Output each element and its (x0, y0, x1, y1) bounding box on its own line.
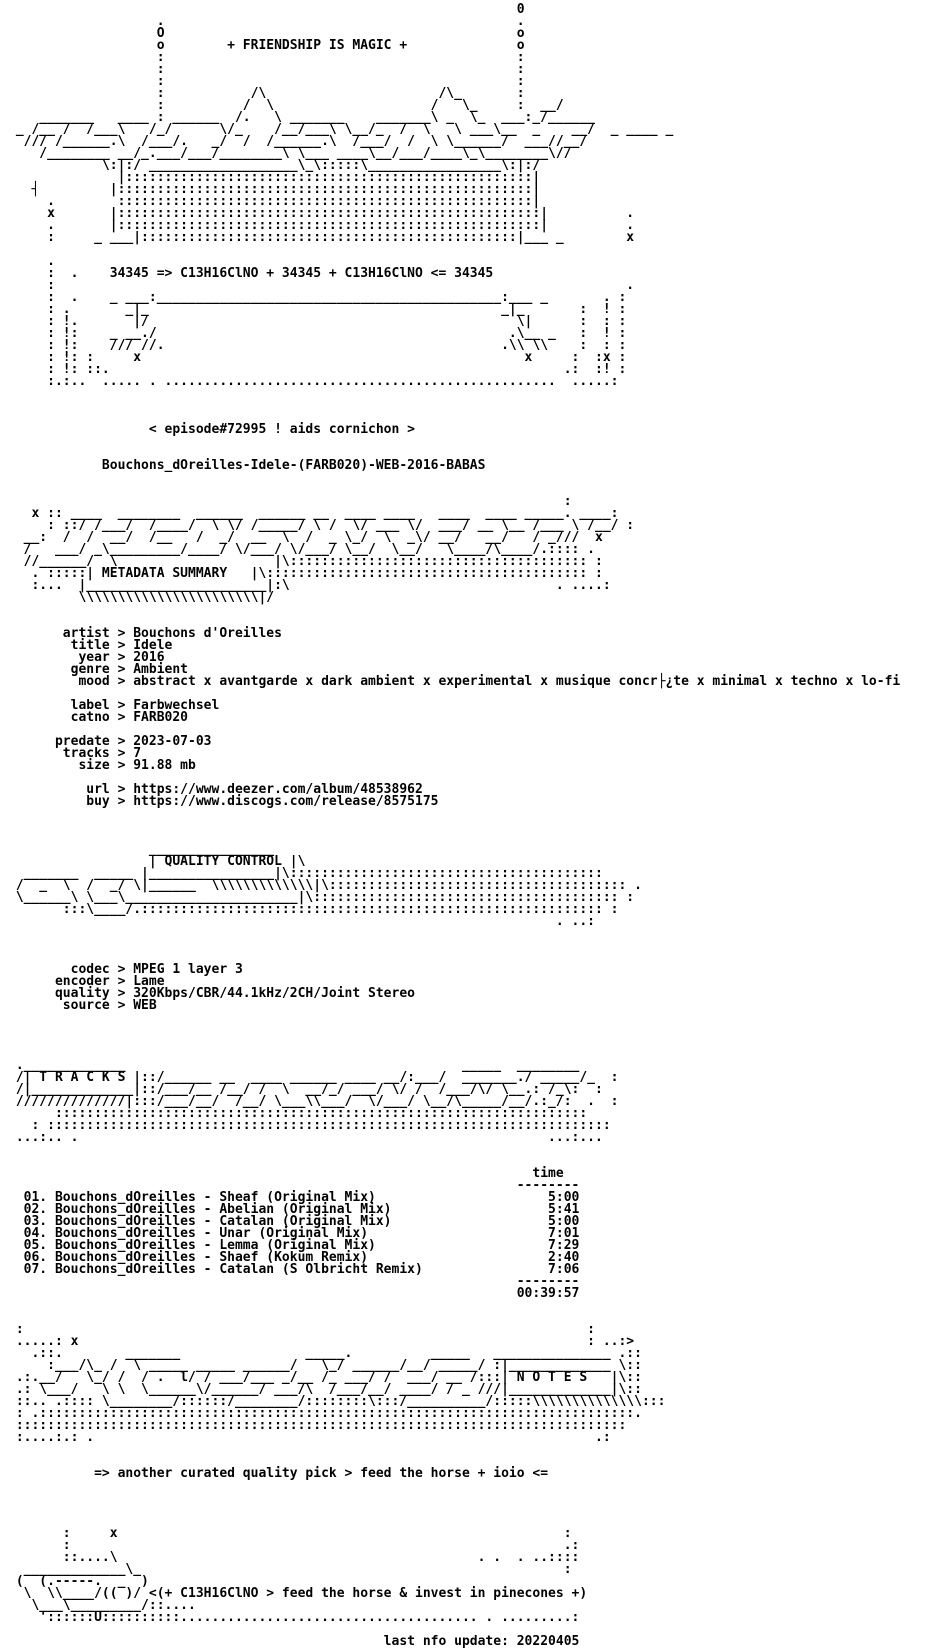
nfo-text: 0 . . O o o + FRIENDSHIP IS MAGIC + o : : : : : : : /\ /\_ : : / \ / \_ : __/ _______ ____ : ______ /. \ _______ _______\ _ \_ ___:_/______ _ /__ / /___\ /_/ \/_ /__/___\ \__/_ / \ \ ___\__ _ __/ _ ____ _ /// /______.\ /___/. _/ / /______.\ /___/ / \ \______/ ___//__/ /________ __/_.___/___/________\ \___ ____\__/___/____\_\________\// \:|:/ ___________________\_\:::::\_________________\:|:/ |::::::::::::::::::::::::::::::::::::::::::::::::::::| ┤ |:::::::::::::::::::::::::::::::::::::::::::::::::::::| . :::::::::::::::::::::::::::::::::::::::::::::::::::::| x |::::::::::::::::::::::::::::::::::::::::::::::::::::::| . . |::::::::::::::::::::::::::::::::::::::::::::::::::::::| . : _ ___|::::::::::::::::::::::::::::::::::::::::::::::::|___ _ x . : . 34345 => C13H16ClNO + 34345 + C13H16ClNO <= 34345 : . : . _ ___:____________________________________________:___ _ . : : . _|_ _|_ : ! : : !. |/ \| : : : : !: _ __./ .\__ _ : ! : : !: /// //. .\\ \\ : : : : !: : x x : :x : : !: ::. .: :! : :.:.. ..... . .................................................. .....: < episode#72995 ! aids cornichon > Bouchons_dOreilles-Idele-(FARB020)-WEB-2016-BABAS : x :: ____ ________ ______ ______ __ ____ ____ ____ ____ _____. ____: : ::/ /___/ /____/ \ \/ /_____/ \ / \/ ___ \/ ___/ __ \__ /___ \ /__/ : __: / / __/ /__ / _/ __ \ / _ \_/ \ _\/ __/ __/ / _/// x / ___/ _\_________/____/ \/___/ \/___/ \__/ \__/ \____/\____/.:::: . //______/ \ |\:::::::::::::::::::::::::::::::::::::: : . :::::| METADATA SUMMARY |\::::::::::::::::::::::::::::::::::::::::: : :... |_______________________|:\ . ....: \\\\\\\\\\\\\\\\\\\\\\\|/ artist > Bouchons d'Oreilles title > Idele year > 2016 genre > Ambient mood > abstract x avantgarde x dark ambient x experimental x musique concr├¿te x minimal x techno x lo-fi label > Farbwechsel catno > FARB020 predate > 2023-07-03 tracks > 7 size > 91.88 mb url > https://www.deezer.com/album/48538962 buy > https://www.discogs.com/release/8575175 ________________ | QUALITY CONTROL |\ _______ _____ |________________|\:::::::::::::::::::::::::::::::::::::::: / _ \ / _/ \|______ \\\\\\\\\\\\\|\:::::::::::::::::::::::::::::::::::::: . \______\ \___\______________________|\::::::::::::::::::::::::::::::::::::::: : :::\____/.::::::::::::::::::::::::::::::::::::::::::::::::::::::::::: : . ..: codec > MPEG 1 layer 3 encoder > Lame quality > 320Kbps/CBR/44.1kHz/2CH/Joint Stereo source > WEB ._____________ _____ ________ /| T R A C K S |::/______ __ ____ ______ ____ __/:___/ _______./ _____/_ : /|_____________|::/___/__ /__/ / \ __/_/ ___/ \/ / /___/\/ \__.: /_\: : //////////////|:::/___/__/ /__/ \___\\___/ \/___/ \__/\_____/__/.:_/: . : :::::::::::::::::::::::::::::::::::::::::::::::::::::::::::::::::::: : :::::::::::::::::::::::::::::::::::::::::::::::::::::::::::::::::::::::: ...:.. . ...:... time -------- 01. Bouchons_dOreilles - Sheaf (Original Mix) 5:00 02. Bouchons_dOreilles - Abelian (Original Mix) 5:41 03. Bouchons_dOreilles - Catalan (Original Mix) 5:00 04. Bouchons_dOreilles - Unar (Original Mix) 7:01 05. Bouchons_dOreilles - Lemma (Original Mix) 7:29 06. Bouchons_dOreilles - Shaef (Kokum Remix) 2:40 07. Bouchons_dOreilles - Catalan (S Olbricht Remix) 7:06 -------- 00:39:57 : : .....: x : ..:> .::. _______ _____. _____ _______________ .:: :___/\_ / \ _____ _____ ______/ \_/ ______/__/ _____/ :|_____________ \:: .:.__/ \_/ / / . l/ / ___/___ _/__ /_ ___/ / ___/ __ /:::| N O T E S |\:: .: \___/ \ \ \______\/______/ ___/\ /___/__/ ____/ / _ ///|_____________|\:: ::.. .:::: \________/::::::/________/::::::::\:::/__________/:::::\\\\\\\\\\\\\\::: : .::::::::::::::::::::::::::::::::::::::::::::::::::::::::::::::::::::::::::::. :::::::::::::::::::::::::::::::::::::::::::::::::::::::::::::::::::::::::::::: :....:.: . .: => another curated quality pick > feed the horse + ioio <= : x : : .: ::....\ . . . ..:::: _____________\_ : ( (.-----. _ ) \ \\____/(( )/ <(+ C13H16ClNO > feed the horse & invest in pinecones +) \___\_________/::.... '::::::U::::::::::...................................... . .........: last nfo update: 20220405 (15, 2, 901, 1649)
